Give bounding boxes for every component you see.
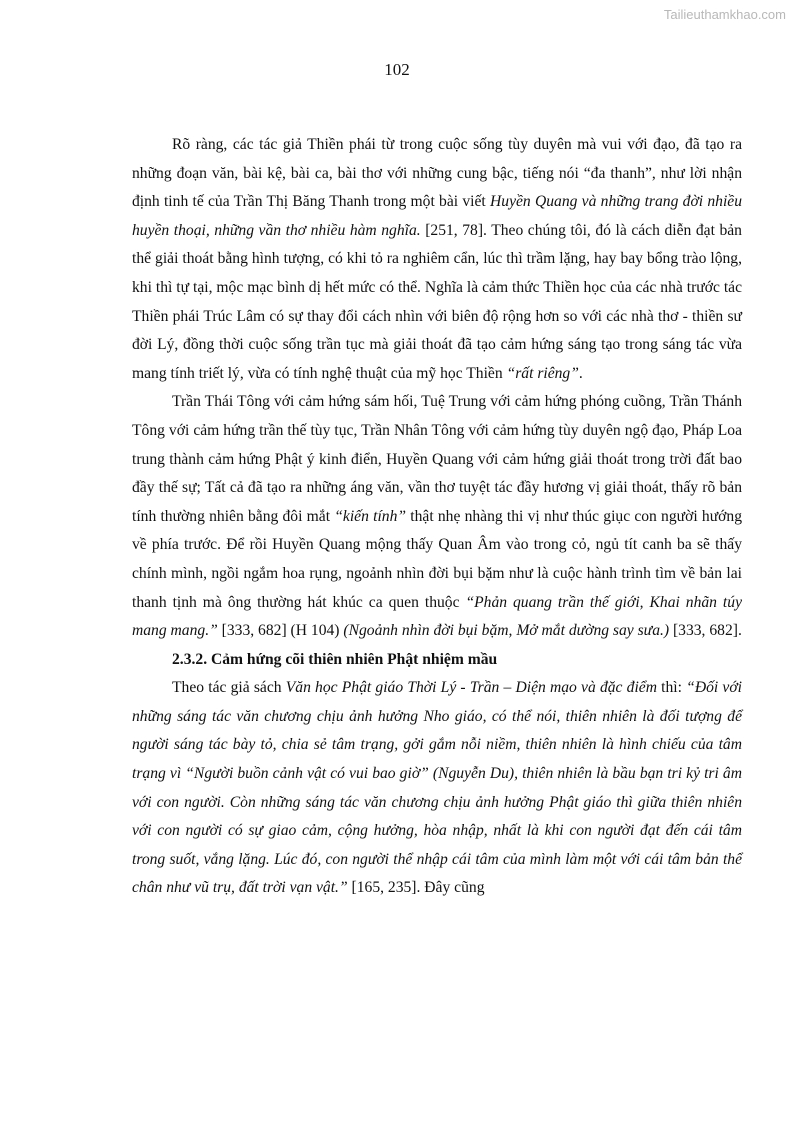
section-heading: 2.3.2. Cảm hứng cõi thiên nhiên Phật nhiệm mầu bbox=[172, 650, 498, 668]
page-body bbox=[132, 131, 742, 903]
paragraph-2: Trần Thái Tông với cảm hứng sám hối, Tuệ Trung với cảm hứng phóng cuồng, Trần Thánh Tông với cảm hứng trần thế tùy tục, Trần Nhân Tông với cảm hứng tùy duyên ngộ đạo, Pháp Loa trung thành cảm hứng Phật ý kinh điển, Huyền Quang với cảm hứng giải thoát trong trời đất bao đầy thế sự; Tất cả đã tạo ra những áng văn, vần thơ tuyệt tác đầy hương vị giải thoát, thấy rõ bản tính thường nhiên bằng đôi mắt “kiến tính” thật nhẹ nhàng thi vị như thúc giục con người hướng về phía trước. Để rồi Huyền Quang mộng thấy Quan Âm vào trong cỏ, ngủ tít canh ba sẽ thấy chính mình, ngồi ngắm hoa rụng, ngoảnh nhìn đời bụi bặm như là cuộc hành trình tìm về bản lai thanh tịnh mà ông thường hát khúc ca quen thuộc “Phản quang trần thế giới, Khai nhãn túy mang mang.” [333, 682] (H 104) (Ngoảnh nhìn đời bụi bặm, Mở mắt dường say sưa.) [333, 682]. bbox=[132, 393, 742, 640]
paragraph-1: Rõ ràng, các tác giả Thiền phái từ trong cuộc sống tùy duyên mà vui với đạo, đã tạo ra những đoạn văn, bài kệ, bài ca, bài thơ với những cung bậc, tiếng nói “đa thanh”, như lời nhận định tinh tế của Trần Thị Băng Thanh trong một bài viết Huyền Quang và những trang đời nhiều huyền thoại, những vần thơ nhiều hàm nghĩa. [251, 78]. Theo chúng tôi, đó là cách diễn đạt bản thể giải thoát bằng hình tượng, có khi tỏ ra nghiêm cẩn, lúc thì trầm lặng, hay bay bổng trào lộng, khi thì tự tại, mộc mạc bình dị hết mức có thể. Nghĩa là cảm thức Thiền học của các nhà trước tác Thiền phái Trúc Lâm có sự thay đổi cách nhìn với biên độ rộng hơn so với các nhà thơ - thiền sư đời Lý, đồng thời cuộc sống trần tục mà giải thoát đã tạo cảm hứng sáng tạo trong sáng tác vừa mang tính triết lý, vừa có tính nghệ thuật của mỹ học Thiền “rất riêng”. bbox=[132, 136, 742, 382]
page-number: 102 bbox=[384, 60, 410, 79]
paragraph-3: Theo tác giả sách Văn học Phật giáo Thời Lý - Trần – Diện mạo và đặc điểm thì: “Đối với những sáng tác văn chương chịu ảnh hưởng Nho giáo, có thể nói, thiên nhiên là đối tượng để người sáng tác bày tỏ, chia sẻ tâm trạng, gởi gắm nỗi niềm, thiên nhiên là hình chiếu của tâm trạng vì “Người buồn cảnh vật có vui bao giờ” (Nguyễn Du), thiên nhiên là bầu bạn tri kỷ tri âm với con người. Còn những sáng tác văn chương chịu ảnh hưởng Phật giáo thì giữa thiên nhiên với con người có sự giao cảm, cộng hưởng, hòa nhập, nhất là khi con người đạt đến cái tâm trong suốt, vắng lặng. Lúc đó, con người thể nhập cái tâm của mình làm một với cái tâm bản thể chân như vũ trụ, đất trời vạn vật.” [165, 235]. Đây cũng bbox=[132, 679, 742, 897]
watermark: Tailieuthamkhao.com bbox=[663, 7, 786, 22]
